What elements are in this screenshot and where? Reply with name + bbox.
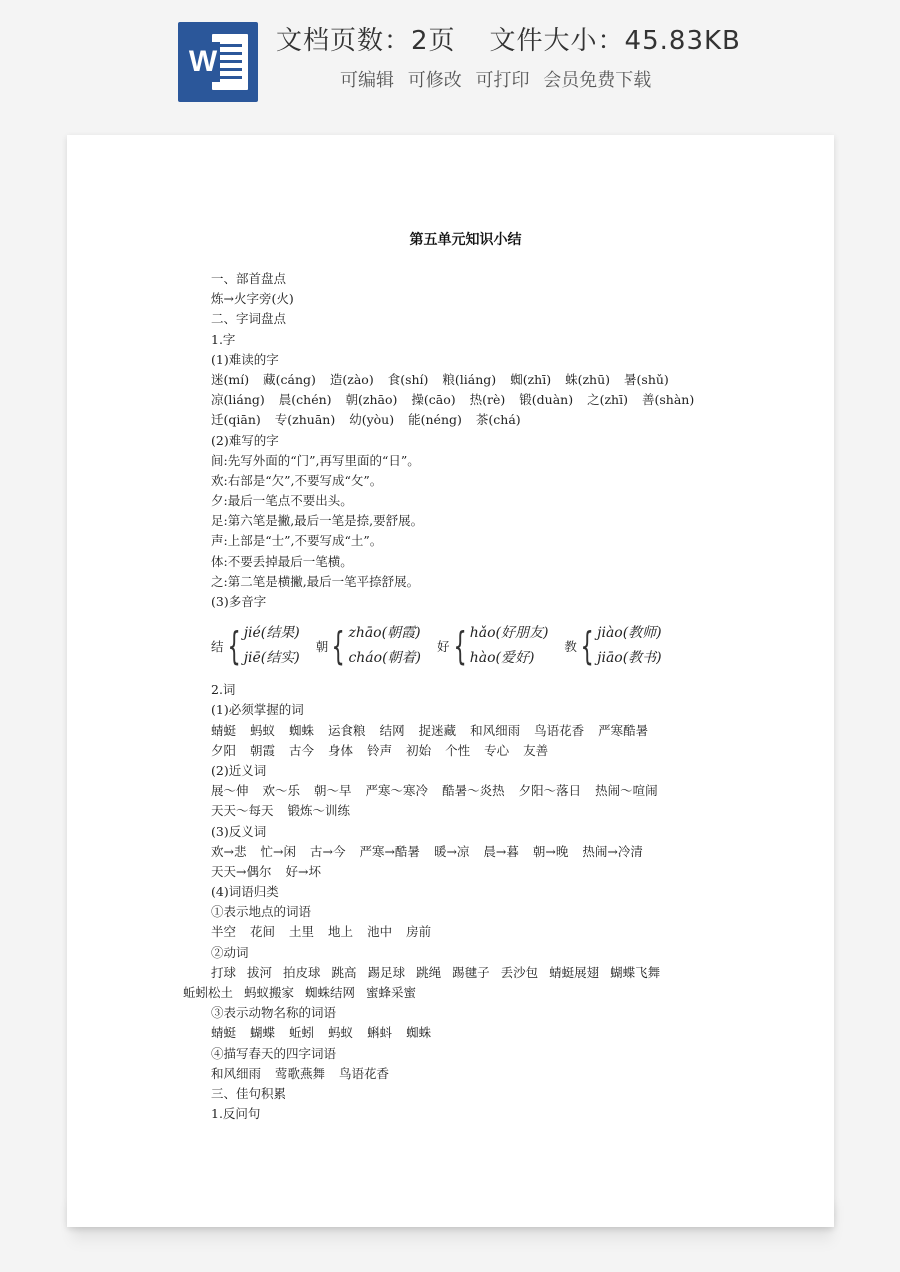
brace-icon: { bbox=[331, 624, 345, 669]
section-heading: 三、佳句积累 bbox=[211, 1085, 287, 1101]
list-item: 专心 bbox=[484, 742, 510, 758]
polyphone-reading: jiāo(教书) bbox=[597, 650, 662, 667]
download-header bbox=[0, 0, 900, 120]
hard-write-item: 间:先写外面的“门”,再写里面的“日”。 bbox=[211, 452, 420, 468]
hard-write-item: 之:第二笔是横撇,最后一笔平捺舒展。 bbox=[211, 573, 420, 589]
list-item: 朝霞 bbox=[250, 742, 276, 758]
list-item: 晨→暮 bbox=[483, 843, 519, 859]
list-item: 蜻蜓展翅 bbox=[549, 964, 600, 980]
list-item: 运食粮 bbox=[328, 722, 366, 738]
list-item: 踢足球 bbox=[367, 964, 406, 980]
brace-icon: { bbox=[580, 624, 594, 669]
document-title: 第五单元知识小结 bbox=[409, 232, 522, 248]
list-item: 蚯蚓松土 bbox=[183, 985, 234, 1000]
section-heading: 一、部首盘点 bbox=[211, 271, 287, 286]
classification-heading: (4)词语归类 bbox=[211, 884, 279, 900]
list-item: 蜘蛛 bbox=[406, 1025, 432, 1041]
radical-line: 炼→火字旁(火) bbox=[211, 291, 294, 307]
list-item: 夕阳～落日 bbox=[518, 783, 582, 799]
polyphone-group bbox=[316, 621, 421, 671]
doc-meta bbox=[276, 20, 741, 57]
feature-member-download: 会员免费下载 bbox=[543, 70, 652, 91]
polyphone-group bbox=[211, 621, 300, 671]
list-item: 古→今 bbox=[309, 843, 346, 859]
polyphone-char: 结 bbox=[211, 639, 224, 655]
verb-heading: ②动词 bbox=[211, 944, 249, 960]
word-row bbox=[183, 983, 811, 1003]
section-heading: 二、字词盘点 bbox=[211, 311, 287, 327]
list-item: 迷(mí) bbox=[211, 371, 250, 387]
list-item: 友善 bbox=[523, 742, 549, 758]
list-item: 蚂蚁 bbox=[250, 722, 276, 738]
list-item: 蜘蛛 bbox=[289, 722, 315, 738]
hard-write-item: 足:第六笔是撇,最后一笔是捺,要舒展。 bbox=[211, 513, 424, 529]
hard-read-row bbox=[211, 370, 811, 390]
list-item: 地上 bbox=[328, 924, 354, 940]
list-item: 酷暑～炎热 bbox=[442, 783, 505, 799]
hard-read-heading: (1)难读的字 bbox=[211, 351, 279, 367]
list-item: 蚂蚁搬家 bbox=[244, 985, 295, 1000]
word-row bbox=[211, 922, 811, 942]
word-icon-letter: W bbox=[186, 42, 220, 82]
list-item: 蝴蝶飞舞 bbox=[610, 964, 661, 980]
word-document-icon bbox=[178, 22, 258, 102]
must-know-heading: (1)必须掌握的词 bbox=[211, 702, 304, 718]
polyphone-group bbox=[564, 621, 661, 671]
polyphone-char: 教 bbox=[564, 639, 577, 655]
list-item: 专(zhuān) bbox=[274, 412, 336, 428]
page-count: 文档页数：2页 bbox=[276, 26, 456, 56]
polyphone-group bbox=[437, 621, 548, 671]
polyphone-char: 好 bbox=[437, 639, 450, 655]
list-item: 展～伸 bbox=[211, 783, 249, 799]
list-item: 结网 bbox=[379, 722, 405, 738]
list-item: 和风细雨 bbox=[211, 1065, 262, 1081]
hard-write-item: 体:不要丢掉最后一笔横。 bbox=[211, 553, 353, 569]
list-item: 凉(liáng) bbox=[211, 392, 265, 408]
list-item: 幼(yòu) bbox=[349, 412, 395, 428]
list-item: 土里 bbox=[289, 924, 315, 940]
brace-icon: { bbox=[226, 624, 241, 669]
list-item: 蜘蛛结网 bbox=[305, 985, 356, 1000]
list-item: 踢毽子 bbox=[452, 964, 490, 980]
list-item: 粮(liáng) bbox=[442, 371, 497, 387]
list-item: 丢沙包 bbox=[500, 964, 539, 980]
list-item: 能(néng) bbox=[408, 412, 462, 428]
list-item: 个性 bbox=[445, 742, 471, 758]
feature-printable: 可打印 bbox=[475, 70, 530, 91]
list-item: 拍皮球 bbox=[283, 964, 321, 980]
word-row bbox=[211, 741, 811, 761]
hard-write-item: 夕:最后一笔点不要出头。 bbox=[211, 493, 353, 509]
polyphone-reading: hào(爱好) bbox=[469, 650, 535, 667]
synonym-row bbox=[211, 781, 811, 801]
hard-write-item: 欢:右部是“欠”,不要写成“攵”。 bbox=[211, 472, 383, 488]
list-item: 茶(chá) bbox=[475, 412, 521, 428]
subsection-heading: 2.词 bbox=[211, 682, 236, 698]
list-item: 朝～早 bbox=[314, 783, 352, 799]
list-item: 热(rè) bbox=[469, 392, 506, 408]
polyphone-reading: zhāo(朝霞) bbox=[348, 625, 421, 642]
hard-read-row bbox=[211, 410, 811, 430]
list-item: 蝴蝶 bbox=[250, 1025, 276, 1041]
list-item: 蝌蚪 bbox=[367, 1025, 393, 1041]
list-item: 忙→闲 bbox=[260, 843, 296, 859]
hard-write-heading: (2)难写的字 bbox=[211, 432, 279, 448]
polyphone-reading: cháo(朝着) bbox=[348, 650, 421, 667]
list-item: 朝(zhāo) bbox=[345, 392, 398, 408]
place-words-heading: ①表示地点的词语 bbox=[211, 904, 312, 920]
polyphone-reading: jié(结果) bbox=[243, 625, 300, 642]
list-item: 晨(chén) bbox=[278, 392, 332, 408]
hard-read-row bbox=[211, 390, 811, 410]
list-item: 暑(shǔ) bbox=[624, 371, 669, 387]
list-item: 跳高 bbox=[331, 964, 357, 980]
list-item: 严寒→酷暑 bbox=[359, 843, 420, 859]
polyphone-row bbox=[211, 612, 811, 680]
list-item: 打球 bbox=[211, 964, 237, 980]
list-item: 热闹～喧闹 bbox=[595, 783, 658, 799]
list-item: 严寒～寒冷 bbox=[365, 783, 429, 799]
list-item: 蜻蜓 bbox=[211, 1025, 237, 1041]
list-item: 食(shí) bbox=[387, 371, 429, 387]
list-item: 欢→悲 bbox=[211, 843, 247, 859]
polyphone-heading: (3)多音字 bbox=[211, 594, 267, 609]
list-item: 热闹→冷清 bbox=[582, 843, 643, 859]
list-item: 锻炼～训练 bbox=[287, 803, 351, 819]
list-item: 铃声 bbox=[367, 742, 393, 758]
polyphone-reading: jiào(教师) bbox=[597, 625, 662, 642]
word-row bbox=[211, 1023, 811, 1043]
word-row bbox=[211, 963, 811, 983]
antonym-heading: (3)反义词 bbox=[211, 823, 267, 839]
list-item: 初始 bbox=[406, 742, 432, 758]
list-item: 夕阳 bbox=[211, 742, 237, 758]
word-row bbox=[211, 721, 811, 741]
list-item: 蜜蜂采蜜 bbox=[366, 985, 417, 1000]
polyphone-reading: hǎo(好朋友) bbox=[469, 625, 549, 642]
list-item: 蛛(zhū) bbox=[565, 371, 611, 387]
list-item: 房前 bbox=[406, 924, 432, 940]
list-item: 锻(duàn) bbox=[519, 392, 574, 408]
list-item: 朝→晚 bbox=[532, 843, 569, 859]
file-size: 文件大小：45.83KB bbox=[489, 26, 741, 56]
list-item: 鸟语花香 bbox=[534, 722, 585, 738]
animal-words-heading: ③表示动物名称的词语 bbox=[211, 1005, 337, 1021]
list-item: 古今 bbox=[289, 742, 315, 758]
list-item: 藏(cáng) bbox=[263, 371, 316, 387]
list-item: 迁(qiān) bbox=[211, 412, 261, 428]
spring-words-heading: ④描写春天的四字词语 bbox=[211, 1045, 337, 1061]
feature-editable: 可编辑 bbox=[340, 70, 394, 91]
list-item: 捉迷藏 bbox=[418, 722, 457, 738]
list-item: 天天→偶尔 bbox=[211, 863, 272, 879]
feature-list bbox=[340, 66, 651, 92]
list-item: 造(zào) bbox=[329, 371, 374, 387]
word-row bbox=[211, 1064, 811, 1084]
hard-write-item: 声:上部是“士”,不要写成“土”。 bbox=[211, 533, 383, 549]
list-item: 善(shàn) bbox=[641, 392, 695, 408]
subsection-heading: 1.字 bbox=[211, 331, 236, 347]
list-item: 半空 bbox=[211, 924, 237, 940]
list-item: 蜻蜓 bbox=[211, 722, 237, 738]
list-item: 天天～每天 bbox=[211, 803, 274, 819]
list-item: 身体 bbox=[328, 742, 354, 758]
polyphone-reading: jiē(结实) bbox=[243, 650, 300, 667]
list-item: 跳绳 bbox=[416, 964, 442, 980]
list-item: 池中 bbox=[367, 924, 393, 940]
document-body bbox=[183, 269, 811, 1124]
list-item: 和风细雨 bbox=[470, 722, 521, 738]
synonym-heading: (2)近义词 bbox=[211, 762, 267, 778]
list-item: 之(zhī) bbox=[587, 392, 628, 408]
list-item: 蚯蚓 bbox=[289, 1025, 315, 1041]
polyphone-char: 朝 bbox=[315, 639, 329, 655]
feature-modifiable: 可修改 bbox=[407, 70, 462, 91]
list-item: 欢～乐 bbox=[262, 783, 301, 799]
list-item: 好→坏 bbox=[285, 863, 321, 879]
list-item: 操(cāo) bbox=[411, 392, 456, 408]
brace-icon: { bbox=[452, 624, 467, 669]
list-item: 蚂蚁 bbox=[328, 1025, 354, 1041]
antonym-row bbox=[211, 842, 811, 862]
list-item: 蜘(zhī) bbox=[510, 371, 552, 387]
list-item: 拔河 bbox=[247, 964, 273, 980]
list-item: 严寒酷暑 bbox=[598, 722, 649, 738]
list-item: 鸟语花香 bbox=[339, 1065, 390, 1081]
list-item: 莺歌燕舞 bbox=[275, 1065, 326, 1081]
antonym-row bbox=[211, 862, 811, 882]
synonym-row bbox=[211, 801, 811, 821]
document-page bbox=[67, 135, 834, 1227]
list-item: 花间 bbox=[250, 924, 276, 940]
list-item: 暖→凉 bbox=[433, 843, 470, 859]
subsection-heading: 1.反问句 bbox=[211, 1106, 261, 1122]
